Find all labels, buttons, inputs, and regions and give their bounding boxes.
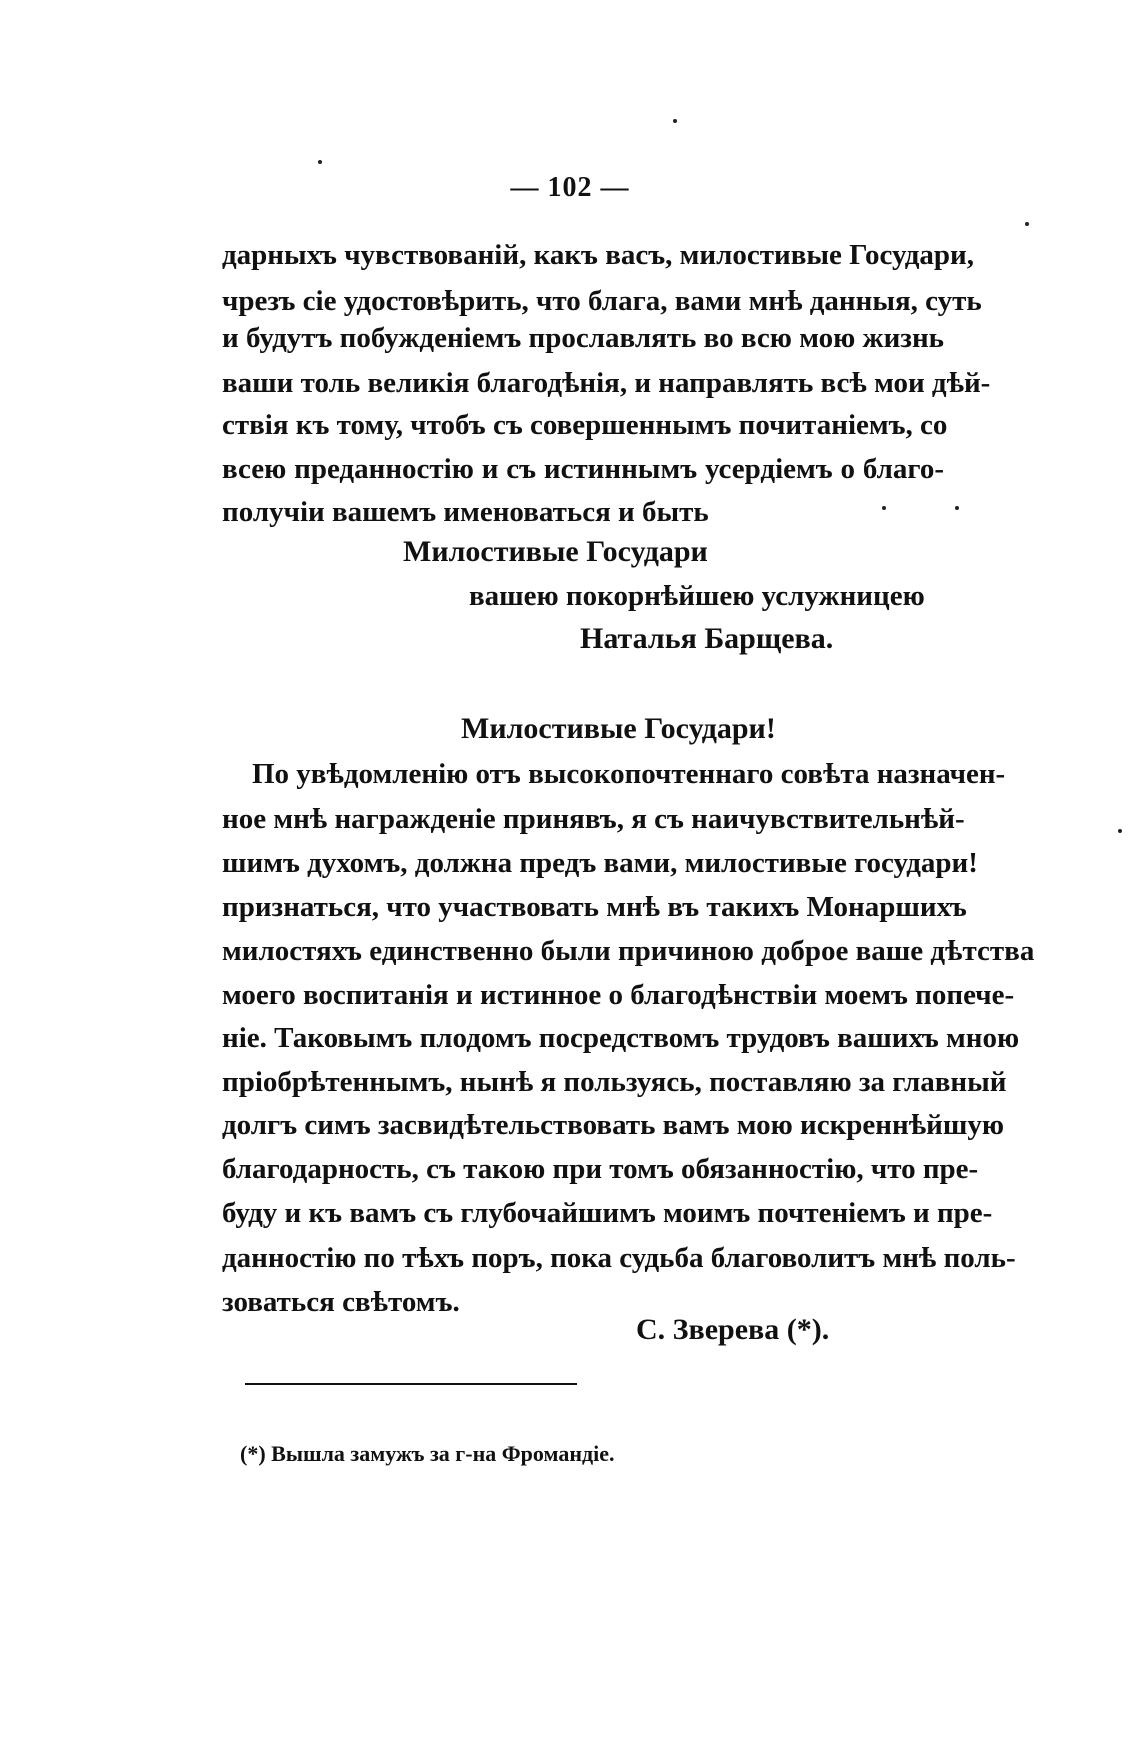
text-line: ствія къ тому, чтобъ съ совершеннымъ почитаніемъ, со	[222, 409, 948, 441]
scan-speck	[673, 119, 677, 123]
text-line: и будутъ побужденіемъ прославлять во всю мою жизнь	[222, 322, 944, 354]
text-line: моего воспитанія и истинное о благодѣнствіи моемъ попече-	[222, 979, 1015, 1011]
text-line: По увѣдомленію отъ высокопочтеннаго совѣта назначен-	[252, 758, 1006, 790]
footnote: (*) Вышла замужъ за г-на Фромандіе.	[240, 1441, 615, 1466]
closing-line: вашею покорнѣйшею услужницею	[469, 580, 925, 612]
text-line: данностію по тѣхъ поръ, пока судьба благоволитъ мнѣ поль-	[222, 1242, 1016, 1274]
text-line: дарныхъ чувствованій, какъ васъ, милостивые Государи,	[222, 239, 974, 271]
scan-speck	[318, 160, 322, 164]
text-line: пріобрѣтеннымъ, нынѣ я пользуясь, поставляю за главный	[222, 1066, 1007, 1098]
text-line: ніе. Таковымъ плодомъ посредствомъ трудовъ вашихъ мною	[222, 1022, 1020, 1054]
letter-heading: Милостивые Государи!	[461, 712, 776, 745]
salutation: Милостивые Государи	[403, 535, 708, 568]
text-line: благодарность, съ такою при томъ обязанностію, что пре-	[222, 1153, 979, 1185]
text-line: ное мнѣ награжденіе принявъ, я съ наичувствительнѣй-	[222, 803, 965, 835]
footnote-divider	[245, 1383, 577, 1385]
text-line: зоваться свѣтомъ.	[222, 1286, 460, 1318]
text-line: долгъ симъ засвидѣтельствовать вамъ мою искреннѣйшую	[222, 1109, 1004, 1141]
text-line: признаться, что участвовать мнѣ въ такихъ Монаршихъ	[222, 891, 967, 923]
signature-barshcheva: Наталья Барщева.	[580, 622, 834, 655]
text-line: ваши толь великія благодѣнія, и направлять всѣ мои дѣй-	[222, 367, 991, 399]
text-line: шимъ духомъ, должна предъ вами, милостивые государи!	[222, 847, 978, 879]
text-line: буду и къ вамъ съ глубочайшимъ моимъ почтеніемъ и пре-	[222, 1197, 993, 1229]
scan-speck	[882, 506, 886, 510]
page-number: — 102 —	[510, 172, 630, 203]
scan-speck	[955, 506, 959, 510]
signature-zvereva: С. Зверева (*).	[636, 1313, 830, 1346]
scan-speck	[1025, 222, 1029, 226]
text-line: получіи вашемъ именоваться и быть	[222, 496, 709, 528]
text-line: чрезъ сіе удостовѣрить, что блага, вами мнѣ данныя, суть	[222, 285, 982, 317]
scan-speck	[1118, 829, 1122, 833]
text-line: всею преданностію и съ истиннымъ усердіемъ о благо-	[222, 453, 944, 485]
text-line: милостяхъ единственно были причиною доброе ваше дѣтства	[222, 935, 1035, 967]
